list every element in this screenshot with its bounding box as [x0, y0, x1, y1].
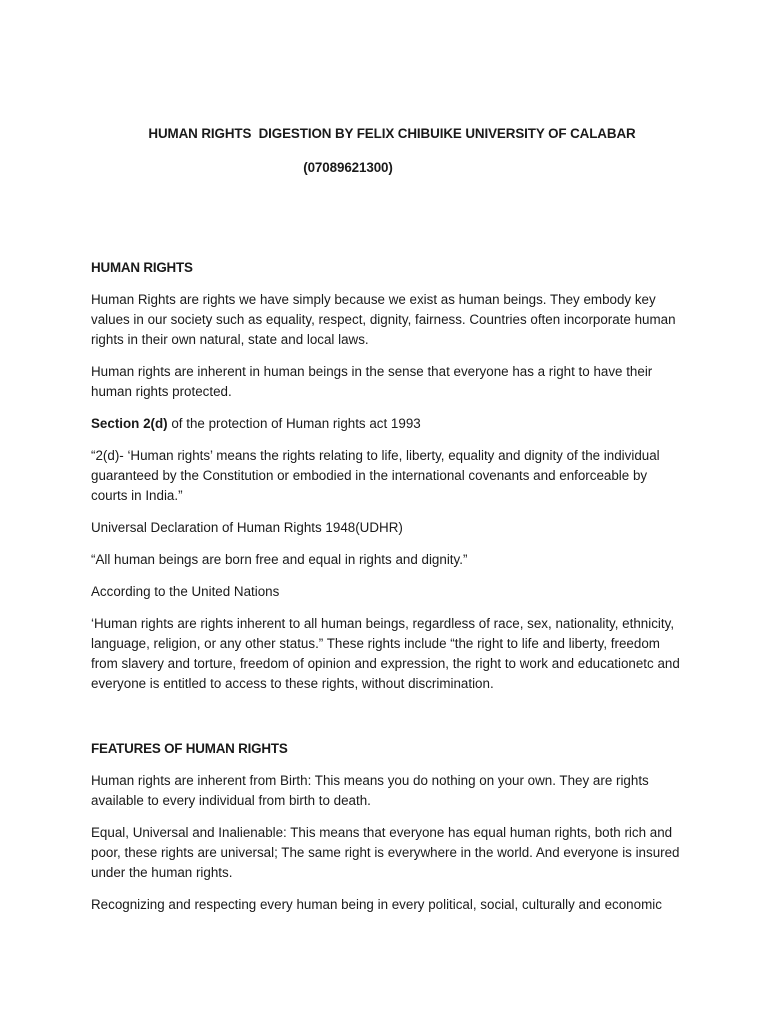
paragraph: According to the United Nations [91, 584, 280, 599]
section-reference-label: Section 2(d) [91, 416, 168, 431]
paragraph: Equal, Universal and Inalienable: This means that everyone has equal human rights, both rich and poor, these rights are universal; The same right is everywhere in the world. And everyone is insured under the human rights. [91, 825, 680, 880]
paragraph-section-reference [91, 414, 687, 434]
section-heading-features: FEATURES OF HUMAN RIGHTS [91, 741, 288, 756]
paragraph-quote: “2(d)- ‘Human rights’ means the rights relating to life, liberty, equality and dignity of the individual guaranteed by the Constitution or embodied in the international covenants and enforceable by courts in India.” [91, 448, 660, 503]
paragraph: Recognizing and respecting every human being in every political, social, culturally and economic [91, 897, 662, 912]
section-heading-human-rights: HUMAN RIGHTS [91, 260, 193, 275]
document-body [91, 258, 687, 927]
section-reference-text: of the protection of Human rights act 1993 [167, 416, 421, 431]
paragraph: Human rights are inherent in human beings in the sense that everyone has a right to have their human rights protected. [91, 364, 653, 399]
paragraph: Human Rights are rights we have simply because we exist as human beings. They embody key values in our society such as equality, respect, dignity, fairness. Countries often incorporate human rights in their own natural, state and local laws. [91, 292, 676, 347]
paragraph: Human rights are inherent from Birth: This means you do nothing on your own. They are rights available to every individual from birth to death. [91, 773, 649, 808]
document-phone: (07089621300) [303, 160, 393, 175]
paragraph: Universal Declaration of Human Rights 1948(UDHR) [91, 520, 403, 535]
paragraph-quote: ‘Human rights are rights inherent to all human beings, regardless of race, sex, nationality, ethnicity, language, religion, or any other status.” These rights include “the right to life and liberty, freedom from slavery and torture, freedom of opinion and expression, the right to work and educationetc and everyone is entitled to access to these rights, without discrimination. [91, 616, 680, 691]
paragraph-quote: “All human beings are born free and equal in rights and dignity.” [91, 552, 468, 567]
document-title: HUMAN RIGHTS DIGESTION BY FELIX CHIBUIKE UNIVERSITY OF CALABAR [148, 126, 636, 141]
